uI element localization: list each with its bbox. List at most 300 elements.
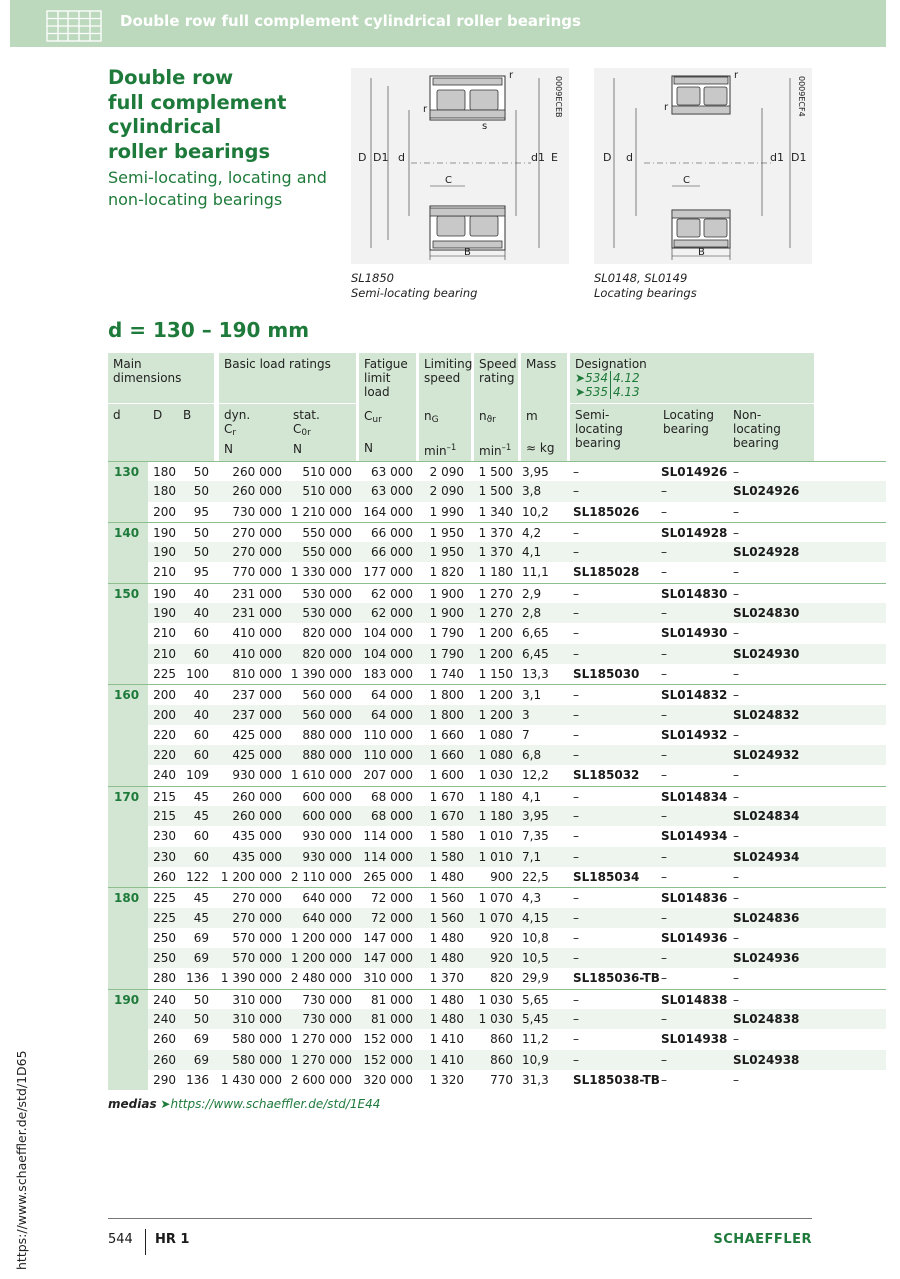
cell-locating: – (656, 806, 728, 826)
dim-label: r (423, 104, 428, 115)
cell-dyn: 231 000 (214, 603, 286, 623)
cross-reference[interactable]: ➤534 4.12 (575, 371, 640, 385)
cell-fatigue: 320 000 (363, 1072, 413, 1087)
cell-dyn: 310 000 (232, 992, 282, 1007)
medias-link[interactable]: medias ➤https://www.schaeffler.de/std/1E44 (108, 1097, 381, 1111)
cell-fatigue: 114 000 (363, 829, 413, 844)
table-row (108, 826, 886, 846)
header-mass (520, 353, 567, 461)
cell-non-locating: – (733, 829, 739, 844)
cell-fatigue: 104 000 (356, 644, 416, 664)
cell-stat: 730 000 (286, 1009, 356, 1029)
title-line: Double row (108, 66, 234, 89)
table-row (108, 583, 886, 603)
cell-semi-locating: – (567, 603, 656, 623)
cell-dyn: 260 000 (214, 481, 286, 501)
cell-fatigue: 183 000 (363, 666, 413, 681)
cell-d (108, 664, 148, 684)
bearing-table (108, 353, 886, 1090)
cell-B: 60 (178, 745, 214, 765)
footer-divider (108, 1218, 812, 1219)
table-row (108, 603, 886, 623)
cell-mass: 7,1 (518, 847, 567, 867)
table-row (108, 1050, 886, 1070)
dim-label: D1 (791, 151, 807, 164)
cell-locating: – (656, 1009, 728, 1029)
cell-dyn: 425 000 (214, 745, 286, 765)
cell-dyn: 410 000 (214, 644, 286, 664)
cell-B: 40 (178, 705, 214, 725)
cell-locating: – (661, 666, 667, 681)
cell-D: 215 (148, 806, 178, 826)
cell-semi-locating: – (567, 847, 656, 867)
table-body (108, 461, 886, 1090)
dim-label: s (482, 121, 488, 132)
cell-speed-rating: 860 (471, 1050, 518, 1070)
locating-bearing-diagram (594, 68, 812, 264)
cell-semi-locating: – (573, 789, 579, 804)
cell-mass: 3,1 (522, 688, 542, 703)
cell-mass: 3,95 (518, 806, 567, 826)
table-row (108, 461, 886, 481)
brand-logo: SCHAEFFLER (713, 1232, 812, 1247)
cell-dyn: 260 000 (232, 789, 282, 804)
cell-speed-rating: 1 070 (478, 891, 513, 906)
cell-d (108, 948, 148, 968)
col-locating: Locating bearing (658, 403, 728, 461)
cell-locating: – (656, 542, 728, 562)
cell-D: 225 (148, 908, 178, 928)
header-speed-rating (473, 353, 518, 461)
cell-fatigue: 62 000 (371, 586, 413, 601)
cell-d (108, 908, 148, 928)
cell-stat: 1 390 000 (290, 666, 352, 681)
cell-semi-locating: – (567, 908, 656, 928)
cell-d (108, 502, 148, 522)
cell-stat: 510 000 (302, 465, 352, 479)
side-url[interactable]: https://www.schaeffler.de/std/1D65 (14, 1050, 29, 1270)
cell-non-locating: – (733, 930, 739, 945)
cell-limiting-speed: 1 800 (416, 705, 471, 725)
subtitle-line: non-locating bearings (108, 189, 283, 209)
table-row (108, 847, 886, 867)
cell-D: 190 (153, 525, 176, 540)
cell-stat: 820 000 (302, 626, 352, 641)
cell-D: 250 (148, 948, 178, 968)
cell-D: 200 (153, 504, 176, 519)
table-row (108, 989, 886, 1009)
cell-stat: 1 210 000 (290, 504, 352, 519)
table-row (108, 1009, 886, 1029)
cell-B: 40 (178, 603, 214, 623)
cell-mass: 10,8 (522, 930, 549, 945)
cell-stat: 600 000 (302, 789, 352, 804)
cell-fatigue: 81 000 (371, 992, 413, 1007)
cell-stat: 550 000 (302, 525, 352, 540)
cell-semi-locating: SL185030 (573, 666, 640, 681)
cell-limiting-speed: 1 900 (416, 603, 471, 623)
cell-locating: SL014936 (661, 930, 728, 945)
header-text: load (364, 385, 390, 399)
cell-dyn: 770 000 (232, 565, 282, 580)
cell-mass: 6,8 (518, 745, 567, 765)
header-text: rating (479, 371, 515, 385)
cell-d (108, 1070, 148, 1090)
cell-fatigue: 110 000 (363, 727, 413, 742)
cell-semi-locating: – (573, 586, 579, 601)
semi-locating-bearing-diagram (351, 68, 569, 264)
cell-non-locating: – (733, 891, 739, 906)
cell-mass: 6,45 (518, 644, 567, 664)
caption-line: SL1850 (351, 271, 394, 285)
cell-limiting-speed: 1 480 (416, 1009, 471, 1029)
cell-speed-rating: 1 030 (478, 768, 513, 783)
cell-semi-locating: – (567, 481, 656, 501)
cell-B: 50 (193, 525, 209, 540)
cell-limiting-speed: 1 480 (416, 948, 471, 968)
table-row (108, 968, 886, 988)
cell-limiting-speed: 1 950 (429, 525, 464, 540)
cell-d (108, 623, 148, 643)
cell-stat: 880 000 (286, 745, 356, 765)
cell-dyn: 580 000 (232, 1032, 282, 1047)
cell-d (108, 705, 148, 725)
drawing-code: 0009ECF4 (797, 76, 806, 117)
title-line: roller bearings (108, 139, 271, 163)
cell-limiting-speed: 1 670 (416, 806, 471, 826)
cell-locating: – (656, 908, 728, 928)
cell-stat: 560 000 (286, 705, 356, 725)
cell-dyn: 270 000 (232, 891, 282, 906)
cell-D: 225 (153, 891, 176, 906)
cell-D: 180 (148, 481, 178, 501)
dim-label: r (734, 70, 739, 81)
cell-semi-locating: – (573, 829, 579, 844)
cell-dyn: 730 000 (232, 504, 282, 519)
cell-limiting-speed: 1 790 (416, 644, 471, 664)
header-main-dimensions (108, 353, 214, 403)
table-row (108, 562, 886, 582)
cell-D: 210 (153, 565, 176, 580)
cell-locating: – (656, 847, 728, 867)
cell-non-locating: – (733, 586, 739, 601)
cell-stat: 1 200 000 (286, 948, 356, 968)
cell-fatigue: 104 000 (363, 626, 413, 641)
table-row (108, 765, 886, 785)
cell-stat: 930 000 (302, 829, 352, 844)
cell-limiting-speed: 1 410 (416, 1050, 471, 1070)
cell-non-locating: – (733, 565, 739, 580)
cell-locating: – (661, 504, 667, 519)
cell-d (108, 867, 148, 887)
cell-speed-rating: 1 010 (478, 829, 513, 844)
cell-B: 69 (193, 1032, 209, 1047)
title-line: cylindrical (108, 115, 222, 138)
cell-semi-locating: – (573, 688, 579, 703)
cell-dyn: 435 000 (232, 829, 282, 844)
cell-fatigue: 207 000 (363, 768, 413, 783)
cell-locating: SL014836 (661, 891, 728, 906)
cell-dyn: 570 000 (232, 930, 282, 945)
cell-D: 280 (153, 971, 176, 986)
cell-D: 240 (153, 768, 176, 783)
cell-D: 290 (153, 1072, 176, 1087)
header-unit: $\min^{-1}$ (424, 443, 457, 458)
cell-limiting-speed: 1 900 (429, 586, 464, 601)
cell-D: 240 (153, 992, 176, 1007)
cell-mass: 12,2 (522, 768, 549, 783)
cell-mass: 4,1 (522, 789, 542, 804)
cell-D: 190 (153, 586, 176, 601)
cell-speed-rating: 1 270 (478, 586, 513, 601)
table-row (108, 502, 886, 522)
header-text: Main dimensions (113, 357, 182, 385)
cell-speed-rating: 1 070 (471, 908, 518, 928)
cell-speed-rating: 1 270 (471, 603, 518, 623)
cell-stat: 1 200 000 (290, 930, 352, 945)
table-row (108, 867, 886, 887)
cell-D: 220 (148, 745, 178, 765)
table-row (108, 481, 886, 501)
cell-B: 60 (193, 626, 209, 641)
cell-speed-rating: 1 010 (471, 847, 518, 867)
cell-non-locating: – (733, 626, 739, 641)
cell-stat: 1 610 000 (290, 768, 352, 783)
cell-mass: 3,8 (518, 481, 567, 501)
cell-limiting-speed: 1 950 (416, 542, 471, 562)
cross-reference[interactable]: ➤535 4.13 (575, 385, 640, 399)
cell-limiting-speed: 1 580 (416, 847, 471, 867)
cell-speed-rating: 1 080 (471, 745, 518, 765)
cell-D: 210 (148, 644, 178, 664)
cell-d (108, 1029, 148, 1049)
cell-stat: 2 480 000 (290, 971, 352, 986)
cell-fatigue: 147 000 (356, 948, 416, 968)
cell-fatigue: 152 000 (356, 1050, 416, 1070)
table-row (108, 948, 886, 968)
cell-stat: 600 000 (286, 806, 356, 826)
cell-stat: 510 000 (286, 481, 356, 501)
cell-B: 95 (193, 504, 209, 519)
cell-mass: 7,35 (522, 829, 549, 844)
cell-limiting-speed: 2 090 (416, 481, 471, 501)
cell-speed-rating: 860 (490, 1032, 513, 1047)
table-row (108, 705, 886, 725)
dim-label: d1 (770, 151, 784, 164)
cell-limiting-speed: 1 740 (429, 666, 464, 681)
cell-limiting-speed: 1 580 (429, 829, 464, 844)
cell-locating: – (661, 565, 667, 580)
cell-semi-locating: – (573, 465, 579, 479)
cell-d: 160 (108, 685, 148, 704)
header-text: Limiting (424, 357, 473, 371)
cell-fatigue: 152 000 (363, 1032, 413, 1047)
cell-dyn: 231 000 (232, 586, 282, 601)
cell-non-locating: SL024832 (728, 705, 886, 725)
cell-semi-locating: SL185032 (573, 768, 640, 783)
cell-speed-rating: 1 030 (478, 992, 513, 1007)
cell-dyn: 270 000 (214, 542, 286, 562)
cell-locating: – (656, 705, 728, 725)
cell-D: 230 (153, 829, 176, 844)
cell-D: 240 (148, 1009, 178, 1029)
cell-locating: – (661, 971, 667, 986)
cell-semi-locating: SL185036-TB (573, 971, 660, 986)
cell-speed-rating: 1 200 (471, 705, 518, 725)
cell-stat: 550 000 (286, 542, 356, 562)
cell-speed-rating: 1 180 (478, 789, 513, 804)
cell-mass: 29,9 (522, 971, 549, 986)
col-B: B (178, 403, 214, 461)
dim-label: B (464, 247, 471, 258)
cell-fatigue: 72 000 (356, 908, 416, 928)
cell-limiting-speed: 1 790 (429, 626, 464, 641)
cell-dyn: 930 000 (232, 768, 282, 783)
cell-dyn: 410 000 (232, 626, 282, 641)
cell-B: 45 (178, 806, 214, 826)
cell-fatigue: 265 000 (363, 869, 413, 884)
cell-D: 200 (153, 688, 176, 703)
cell-limiting-speed: 1 990 (429, 504, 464, 519)
cell-non-locating: – (733, 992, 739, 1007)
cell-stat: 880 000 (302, 727, 352, 742)
cell-semi-locating: – (567, 745, 656, 765)
cell-fatigue: 64 000 (356, 705, 416, 725)
cell-semi-locating: – (567, 948, 656, 968)
table-row (108, 745, 886, 765)
cell-fatigue: 63 000 (356, 481, 416, 501)
cell-speed-rating: 920 (490, 930, 513, 945)
cell-dyn: 1 390 000 (220, 971, 282, 986)
cell-speed-rating: 1 180 (478, 565, 513, 580)
cell-fatigue: 63 000 (371, 465, 413, 479)
cell-fatigue: 147 000 (363, 930, 413, 945)
cell-fatigue: 64 000 (371, 688, 413, 703)
cell-dyn: 260 000 (214, 806, 286, 826)
cell-D: 230 (148, 847, 178, 867)
col-dyn: dyn. $C_r$ N (218, 403, 288, 461)
cell-dyn: 237 000 (214, 705, 286, 725)
table-row (108, 644, 886, 664)
cell-mass: 3,95 (522, 465, 549, 479)
table-row (108, 664, 886, 684)
cell-limiting-speed: 1 800 (429, 688, 464, 703)
cell-D: 220 (153, 727, 176, 742)
medias-label: medias (108, 1097, 157, 1111)
cell-semi-locating: SL185028 (573, 565, 640, 580)
cell-d (108, 968, 148, 988)
cell-non-locating: SL024838 (728, 1009, 886, 1029)
cell-non-locating: SL024834 (728, 806, 886, 826)
cell-B: 109 (186, 768, 209, 783)
header-text: Mass (526, 357, 557, 371)
cell-non-locating: – (733, 666, 739, 681)
cell-fatigue: 66 000 (371, 525, 413, 540)
cell-limiting-speed: 1 480 (429, 930, 464, 945)
header-limiting-speed (418, 353, 471, 461)
cell-d (108, 847, 148, 867)
cell-d (108, 1009, 148, 1029)
cell-d (108, 826, 148, 846)
header-fatigue (358, 353, 416, 461)
cell-speed-rating: 770 (490, 1072, 513, 1087)
header-unit: $\min^{-1}$ (479, 443, 512, 458)
header-text: speed (424, 371, 461, 385)
cell-B: 69 (193, 930, 209, 945)
cell-B: 50 (178, 481, 214, 501)
cell-limiting-speed: 1 370 (429, 971, 464, 986)
cell-stat: 2 110 000 (290, 869, 352, 884)
cell-B: 122 (186, 869, 209, 884)
cell-non-locating: – (733, 504, 739, 519)
cell-semi-locating: – (573, 525, 579, 540)
cell-speed-rating: 900 (490, 869, 513, 884)
cell-mass: 11,1 (522, 565, 549, 580)
cell-mass: 7 (522, 727, 530, 742)
cell-semi-locating: SL185038-TB (573, 1072, 660, 1087)
cell-stat: 530 000 (302, 586, 352, 601)
cell-limiting-speed: 1 670 (429, 789, 464, 804)
cell-stat: 560 000 (302, 688, 352, 703)
cell-speed-rating: 1 340 (478, 504, 513, 519)
cell-non-locating: – (733, 1032, 739, 1047)
table-row (108, 542, 886, 562)
cell-non-locating: – (733, 789, 739, 804)
cell-B: 50 (193, 992, 209, 1007)
cell-limiting-speed: 1 560 (416, 908, 471, 928)
header-basic-load (218, 353, 356, 403)
cell-stat: 930 000 (286, 847, 356, 867)
cell-locating: SL014934 (661, 829, 728, 844)
header-text: Fatigue (364, 357, 408, 371)
cell-stat: 1 330 000 (290, 565, 352, 580)
cell-stat: 820 000 (286, 644, 356, 664)
cell-semi-locating: – (573, 891, 579, 906)
table-row (108, 1070, 886, 1090)
table-row (108, 887, 886, 907)
table-header (108, 353, 886, 461)
cell-semi-locating: – (567, 705, 656, 725)
cell-non-locating: SL024934 (728, 847, 886, 867)
cell-semi-locating: – (567, 1009, 656, 1029)
cell-locating: SL014830 (661, 586, 728, 601)
cell-mass: 10,2 (522, 504, 549, 519)
cell-limiting-speed: 1 560 (429, 891, 464, 906)
cell-d (108, 928, 148, 948)
header-unit: ≈ kg (526, 441, 555, 455)
cell-speed-rating: 820 (490, 971, 513, 986)
cell-mass: 13,3 (522, 666, 549, 681)
cell-semi-locating: SL185026 (573, 504, 640, 519)
cell-dyn: 570 000 (214, 948, 286, 968)
cell-non-locating: SL024936 (728, 948, 886, 968)
cell-D: 180 (153, 465, 176, 479)
dim-label: D (358, 151, 367, 164)
dim-label: d1 (531, 151, 545, 164)
medias-url[interactable]: https://www.schaeffler.de/std/1E44 (170, 1097, 381, 1111)
col-d: d (108, 403, 148, 461)
cell-fatigue: 114 000 (356, 847, 416, 867)
cell-limiting-speed: 1 660 (429, 727, 464, 742)
cell-semi-locating: – (573, 930, 579, 945)
cell-fatigue: 81 000 (356, 1009, 416, 1029)
cell-d (108, 603, 148, 623)
table-row (108, 684, 886, 704)
table-row (108, 928, 886, 948)
cell-locating: SL014834 (661, 789, 728, 804)
cell-locating: SL014932 (661, 727, 728, 742)
cell-locating: – (661, 869, 667, 884)
